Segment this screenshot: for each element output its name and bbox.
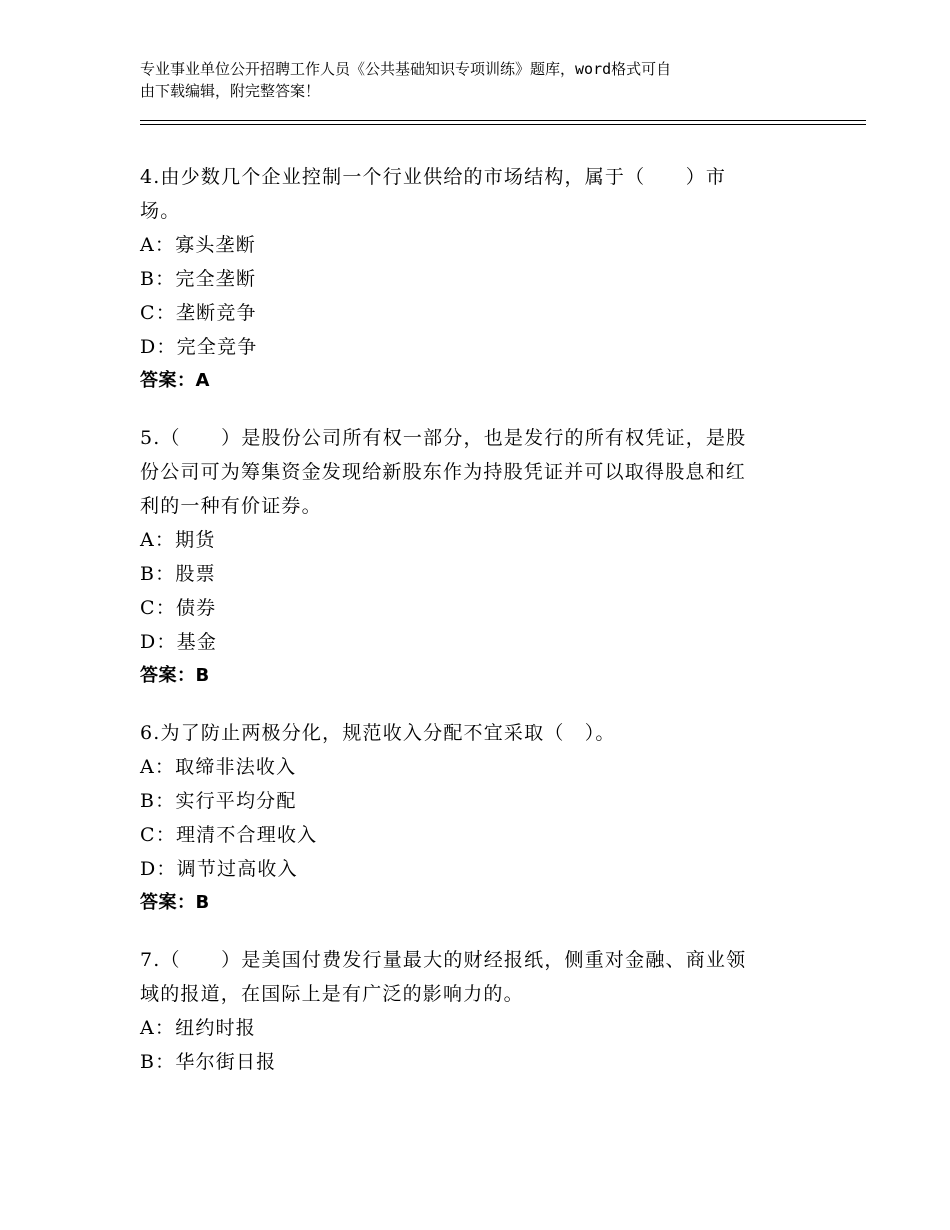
- answer-label: 答案：B: [140, 665, 210, 686]
- option-d: D：调节过高收入: [140, 858, 298, 880]
- option-b: B：股票: [140, 563, 216, 585]
- option-b: B：华尔街日报: [140, 1051, 277, 1073]
- header-divider-top: [140, 120, 866, 121]
- answer-label: 答案：A: [140, 370, 210, 391]
- option-c: C：垄断竞争: [140, 302, 257, 324]
- question-stem: 6.为了防止两极分化，规范收入分配不宜采取（ ）。: [140, 722, 616, 744]
- header-divider-bottom: [140, 124, 866, 125]
- question-stem: 4.由少数几个企业控制一个行业供给的市场结构，属于（ ）市: [140, 166, 727, 188]
- option-d: D：基金: [140, 631, 218, 653]
- answer-label: 答案：B: [140, 892, 210, 913]
- question-stem: 7.（ ）是美国付费发行量最大的财经报纸，侧重对金融、商业领: [140, 949, 747, 971]
- option-a: A：寡头垄断: [140, 234, 256, 256]
- option-b: B：实行平均分配: [140, 790, 297, 812]
- question-stem: 场。: [140, 200, 181, 222]
- option-d: D：完全竞争: [140, 336, 258, 358]
- document-header: [140, 58, 800, 102]
- question-5: [140, 421, 800, 693]
- question-4: [140, 160, 800, 398]
- option-a: A：取缔非法收入: [140, 756, 297, 778]
- question-7: [140, 943, 800, 1079]
- question-6: [140, 716, 800, 920]
- question-stem: 利的一种有价证券。: [140, 495, 322, 517]
- question-stem: 域的报道，在国际上是有广泛的影响力的。: [140, 983, 524, 1005]
- option-c: C：债券: [140, 597, 217, 619]
- header-line-1: 专业事业单位公开招聘工作人员《公共基础知识专项训练》题库，word格式可自: [140, 60, 672, 78]
- header-line-2: 由下载编辑，附完整答案！: [140, 82, 321, 100]
- option-a: A：期货: [140, 529, 216, 551]
- option-b: B：完全垄断: [140, 268, 257, 290]
- question-stem: 份公司可为筹集资金发现给新股东作为持股凭证并可以取得股息和红: [140, 461, 747, 483]
- question-stem: 5.（ ）是股份公司所有权一部分，也是发行的所有权凭证，是股: [140, 427, 747, 449]
- question-list: [140, 160, 800, 1102]
- option-c: C：理清不合理收入: [140, 824, 318, 846]
- option-a: A：纽约时报: [140, 1017, 256, 1039]
